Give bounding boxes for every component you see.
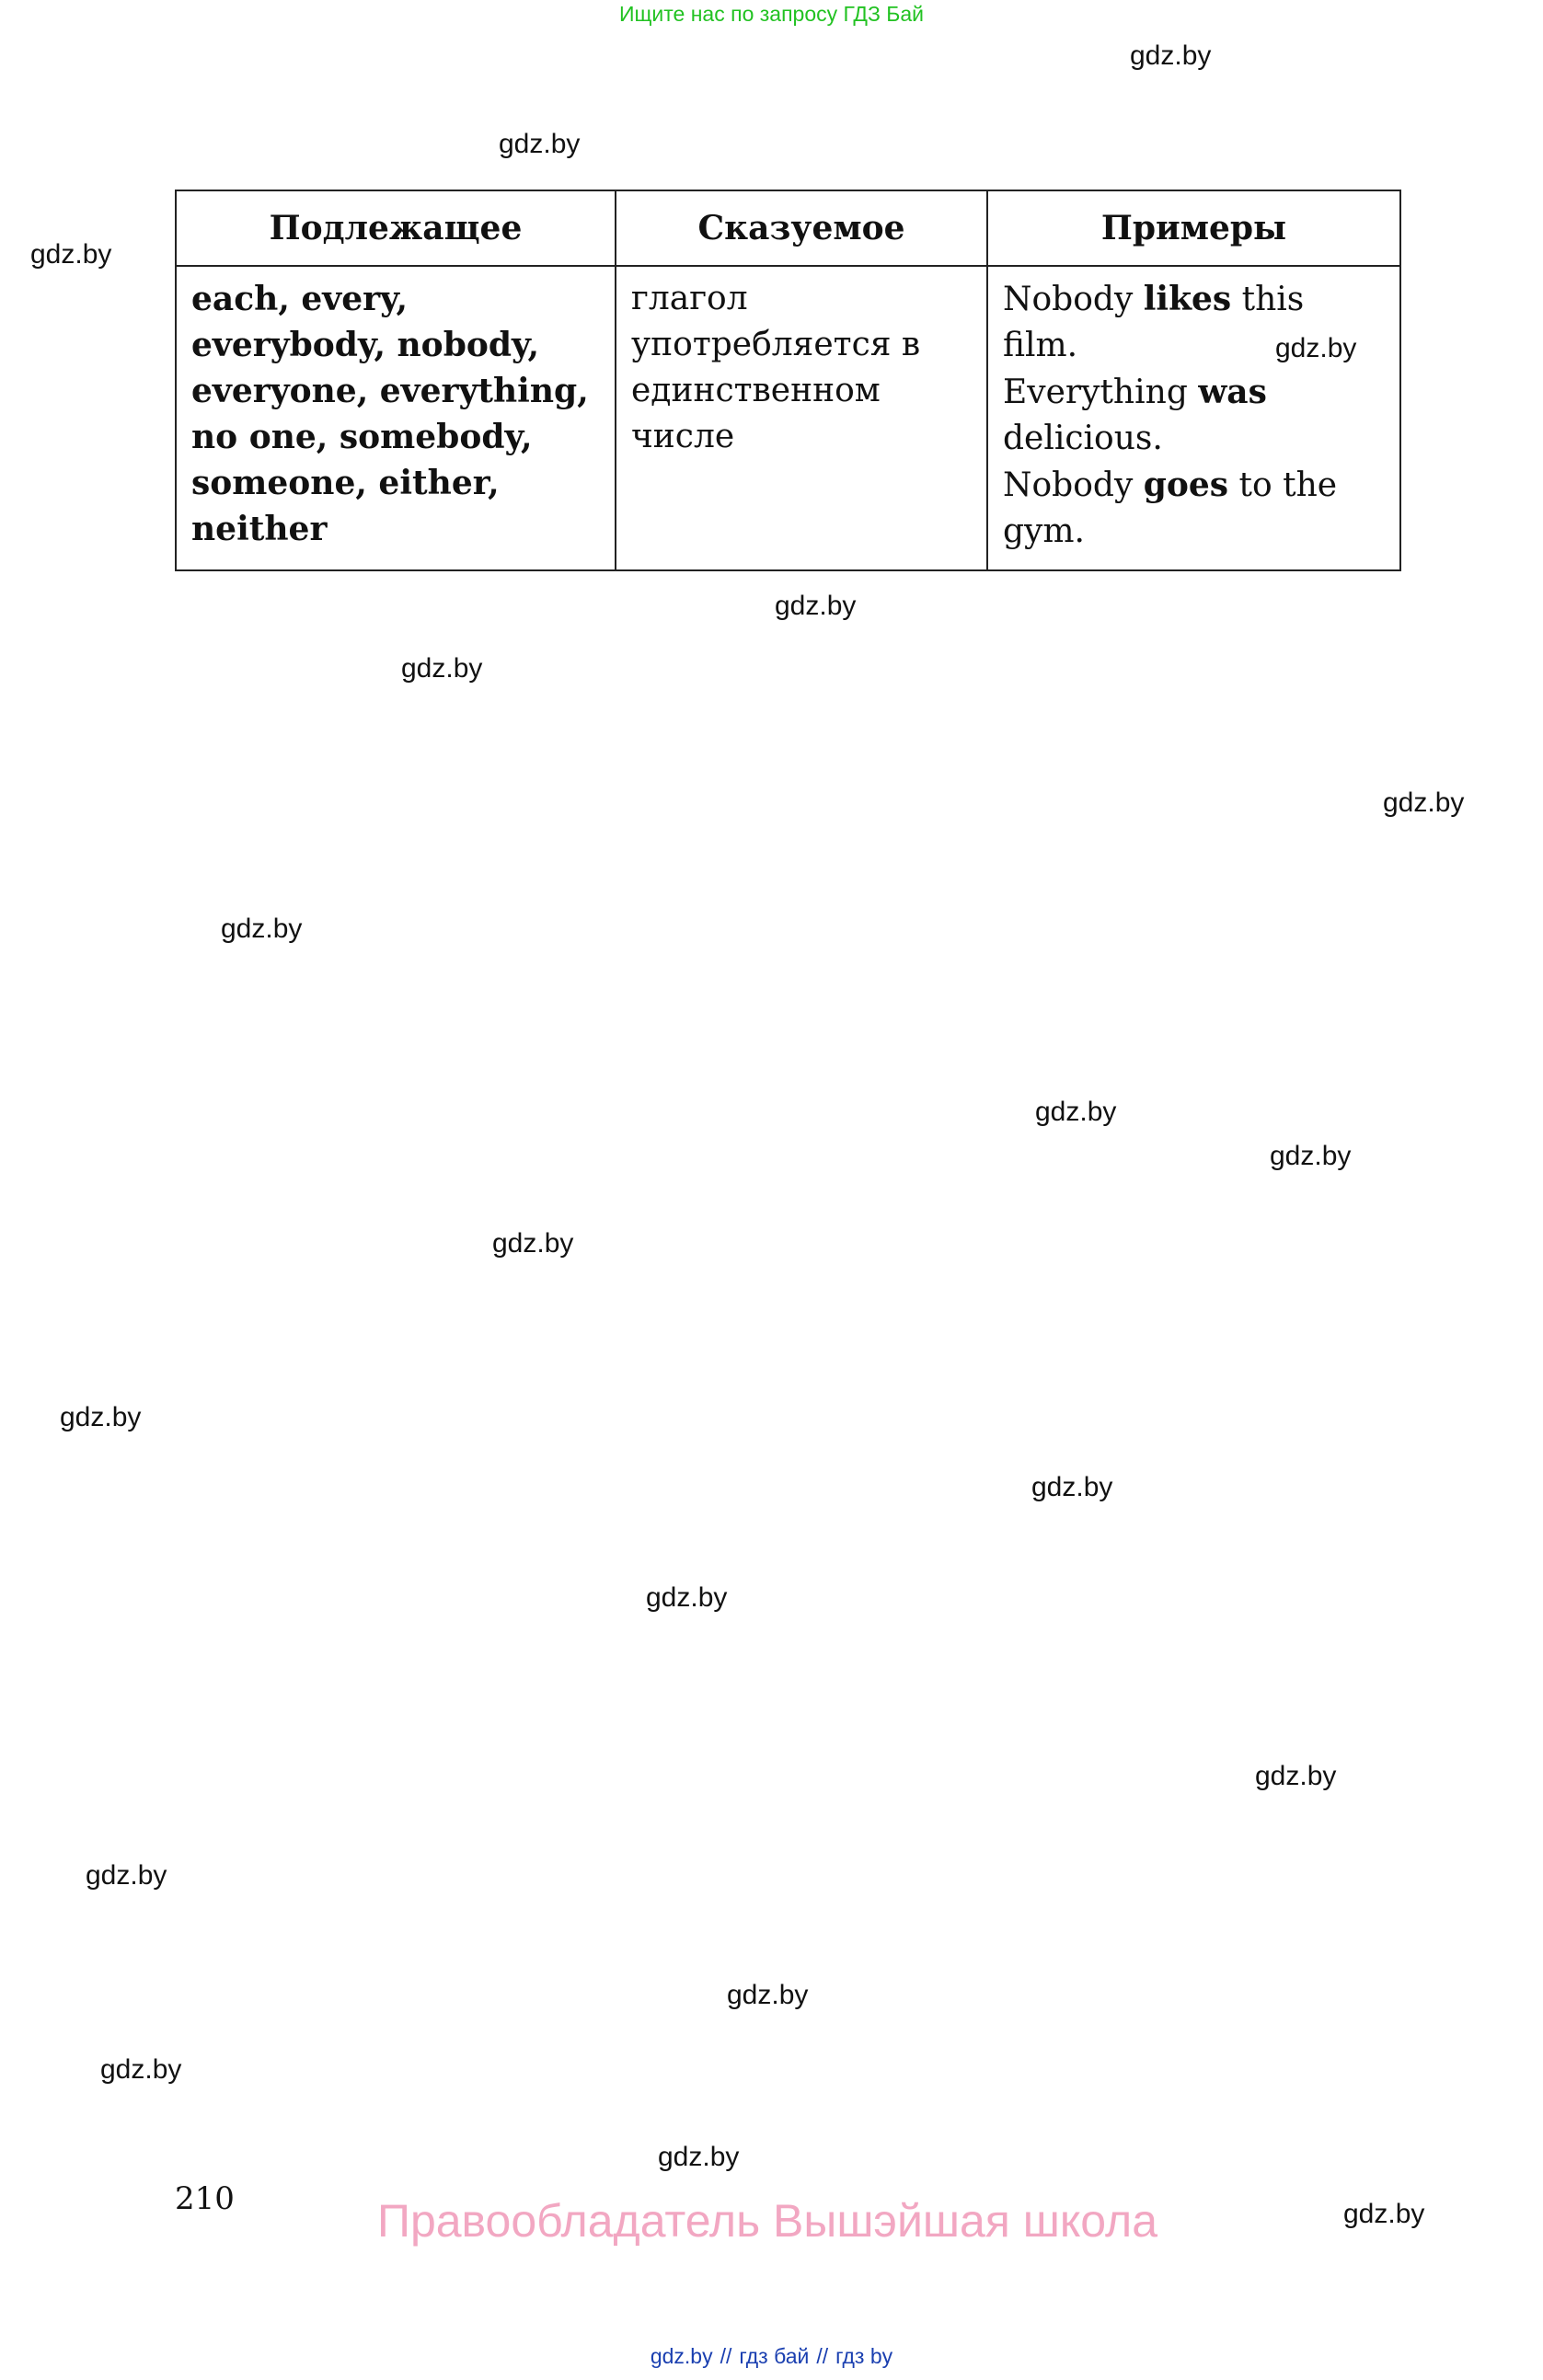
watermark: gdz.by [775, 591, 857, 621]
watermark: gdz.by [646, 1582, 728, 1613]
footer-separator: // [720, 2344, 732, 2368]
table-row [176, 266, 1400, 570]
watermark: gdz.by [1255, 1761, 1337, 1791]
footer-link-gdz-by[interactable]: gdz.by [650, 2344, 713, 2368]
watermark: gdz.by [1130, 40, 1212, 71]
watermark: gdz.by [1275, 333, 1357, 363]
watermark: gdz.by [1383, 788, 1465, 818]
example-sentence: Nobody goes to the gym. [1003, 466, 1338, 550]
footer-separator: // [816, 2344, 829, 2368]
subjects-cell: each, every, everybody, nobody, everyone, everything, no one, somebody, someone, either, neither [176, 266, 616, 570]
example-sentence: Everything was delicious. [1003, 373, 1267, 457]
watermark: gdz.by [658, 2142, 740, 2172]
examples-cell [987, 266, 1400, 570]
example-verb: likes [1143, 280, 1232, 318]
watermark: gdz.by [1031, 1472, 1113, 1502]
watermark: gdz.by [100, 2054, 182, 2085]
agreement-rule-table [175, 190, 1401, 571]
header-predicate: Сказуемое [616, 190, 987, 266]
example-verb: goes [1143, 466, 1229, 504]
watermark: gdz.by [30, 239, 112, 270]
watermark: gdz.by [727, 1980, 809, 2010]
watermark: gdz.by [401, 653, 483, 684]
footer-link-gdz-by-alt[interactable]: гдз by [835, 2344, 893, 2368]
watermark: gdz.by [86, 1860, 167, 1891]
watermark: gdz.by [1343, 2199, 1425, 2229]
example-verb: was [1198, 373, 1267, 411]
footer-links [0, 2344, 1543, 2369]
watermark: gdz.by [492, 1228, 574, 1259]
watermark: gdz.by [499, 129, 581, 159]
header-examples: Примеры [987, 190, 1400, 266]
watermark: gdz.by [1270, 1141, 1352, 1171]
watermark: gdz.by [1035, 1097, 1117, 1127]
watermark: gdz.by [221, 914, 303, 944]
watermark: gdz.by [60, 1402, 142, 1432]
predicate-cell: глагол употребляется в единственном числе [616, 266, 987, 570]
copyright-notice: Правообладатель Вышэйшая школа [377, 2195, 1157, 2247]
header-subject: Подлежащее [176, 190, 616, 266]
page-number: 210 [175, 2180, 235, 2217]
footer-link-gdz-bai[interactable]: гдз бай [739, 2344, 810, 2368]
top-banner[interactable]: Ищите нас по запросу ГДЗ Бай [618, 2, 925, 26]
example-sentence: Nobody likes this film. [1003, 280, 1305, 364]
table-header-row [176, 190, 1400, 266]
